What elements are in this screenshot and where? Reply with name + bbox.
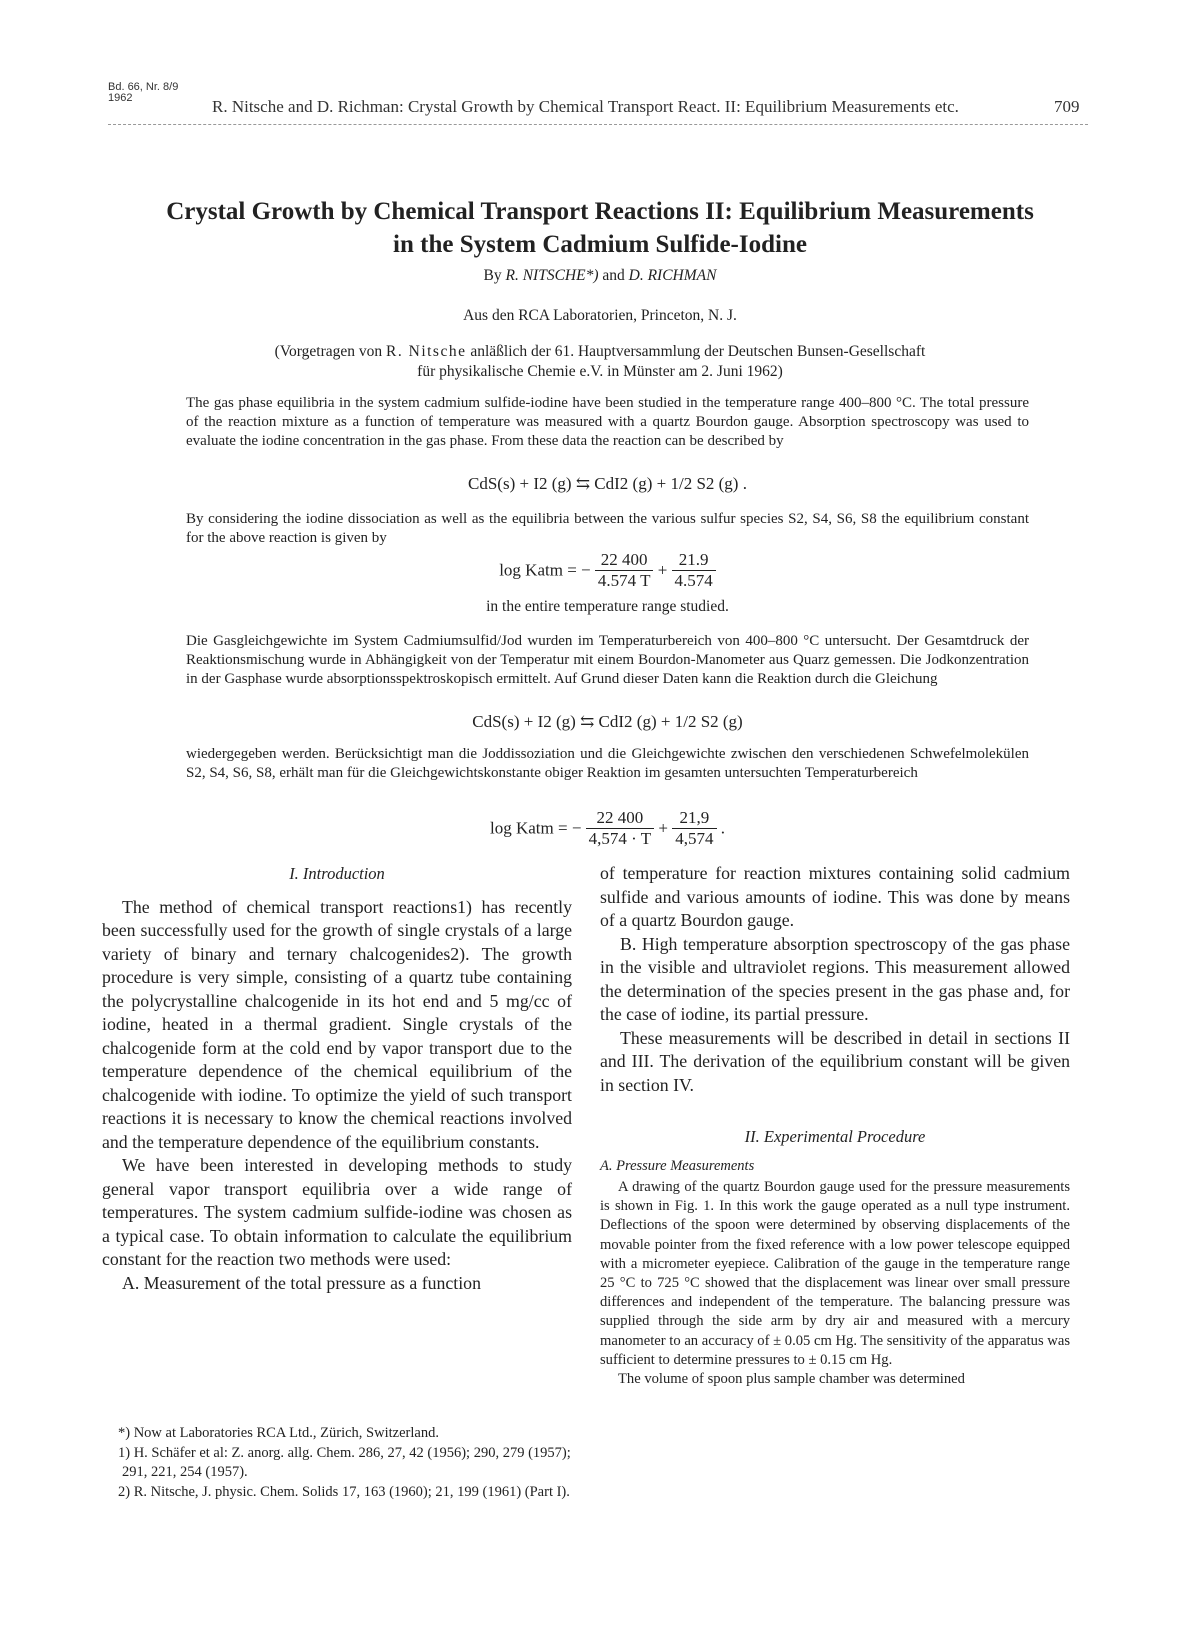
presentation-note [120,342,1080,382]
author-1: R. NITSCHE*) [505,267,599,284]
footnote-1: 1) H. Schäfer et al: Z. anorg. allg. Chem. 286, 27, 42 (1956); 290, 279 (1957); 291, 221, 254 (1957). [118,1444,571,1480]
abstract-en-para1: The gas phase equilibria in the system cadmium sulfide-iodine have been studied in the temperature range 400–800 °C. The total pressure of the reaction mixture as a function of temperature was measured with a quartz Bourdon gauge. Absorption spectroscopy was used to evaluate the iodine concentration in the gas phase. From these data the reaction can be described by [186,395,1029,450]
title-line-1: Crystal Growth by Chemical Transport Reactions II: Equilibrium Measurements [166,198,1034,225]
right-column [600,862,1070,1389]
eq-de-lhs: log Katm = − [489,818,582,838]
eq-en-lhs: log Katm = − [499,560,591,580]
eq-de-den-1: 4,574 · T [588,829,652,848]
byline [120,266,1080,286]
abstract-de-equation [186,808,1029,849]
byline-by: By [483,267,502,284]
pressure-section [600,1178,1070,1389]
presented-text-c: für physikalische Chemie e.V. in Münster am 2. Juni 1962) [417,363,783,380]
subheading-pressure: A. Pressure Measurements [600,1157,755,1174]
footnotes [102,1424,572,1502]
eq-en-fraction-1 [595,550,654,591]
abstract-en-reaction: CdS(s) + I2 (g) ⇆ CdI2 (g) + 1/2 S2 (g) . [468,474,747,493]
title-line-2: in the System Cadmium Sulfide-Iodine [393,231,807,258]
header-rule [108,124,1088,125]
abstract-en-para3: in the entire temperature range studied. [486,598,729,615]
abstract-de-reaction: CdS(s) + I2 (g) ⇆ CdI2 (g) + 1/2 S2 (g) [472,712,743,731]
year-label: 1962 [108,92,133,104]
eq-de-num-1: 22 400 [586,808,655,829]
eq-de-end: . [720,818,725,838]
eq-de-num-2: 21,9 [672,808,716,829]
pressure-paragraph-2: The volume of spoon plus sample chamber was determined [618,1371,965,1388]
presented-text-a: (Vorgetragen von [274,343,383,360]
eq-de-plus: + [658,818,668,838]
eq-en-plus: + [657,560,668,580]
eq-de-fraction-2 [672,808,716,849]
presented-text-b: anläßlich der 61. Hauptversammlung der Deutschen Bunsen-Gesellschaft [470,343,926,360]
eq-en-num-1: 22 400 [595,550,654,571]
article-title [70,195,1130,261]
abstract-en-para2: By considering the iodine dissociation as well as the equilibria between the various sulfur species S2, S4, S6, S8 the equilibrium constant for the above reaction is given by [186,511,1029,547]
right-paragraph-3: These measurements will be described in detail in sections II and III. The derivation of the equilibrium constant will be given in section IV. [600,1027,1070,1095]
abstract-de-para1: Die Gasgleichgewichte im System Cadmiumsulfid/Jod wurden im Temperaturbereich von 400–800 °C untersucht. Der Gesamtdruck der Reaktionsmischung wurde in Abhängigkeit von der Temperatur mit einem Bourdon-Manometer aus Quarz gemessen. Die Jodkonzentration in der Gasphase wurde absorptionsspektroskopisch ermittelt. Auf Grund dieser Daten kann die Reaktion durch die Gleichung [186,633,1029,688]
footnote-2: 2) R. Nitsche, J. physic. Chem. Solids 17, 163 (1960); 21, 199 (1961) (Part I). [118,1483,570,1500]
pressure-paragraph-1: A drawing of the quartz Bourdon gauge used for the pressure measurements is shown in Fig. 1. In this work the gauge operated as a null type instrument. Deflections of the spoon were determined by observing displacements of the movable pointer from the fixed reference with a low power telescope equipped with a micrometer eyepiece. Calibration of the gauge in the temperature range 25 °C to 725 °C showed that the displacement was linear over small pressure differences and independent of the temperature. The balancing pressure was supplied through the side arm by dry air and measured with a mercury manometer to an accuracy of ± 0.05 cm Hg. The sensitivity of the apparatus was sufficient to determine pressures to ± 0.15 cm Hg. [600,1179,1070,1368]
eq-en-den-2: 4.574 [674,571,713,590]
journal-volume [108,82,178,104]
author-2: D. RICHMAN [628,267,717,284]
abstract-de-para2: wiedergegeben werden. Berücksichtigt man die Joddissoziation und die Gleichgewichte zwischen den verschiedenen Schwefelmolekülen S2, S4, S6, S8, erhält man für die Gleichgewichtskonstante obiger Reaktion im gesamten untersuchten Temperaturbereich [186,746,1029,782]
abstract-en-equation [186,550,1029,591]
eq-en-num-2: 21.9 [672,550,716,571]
eq-de-fraction-1 [586,808,655,849]
intro-paragraph-3: A. Measurement of the total pressure as a function [122,1272,481,1293]
section-heading-introduction: I. Introduction [289,864,385,883]
byline-and: and [602,267,625,284]
footnote-star: *) Now at Laboratories RCA Ltd., Zürich, Switzerland. [118,1425,439,1441]
eq-de-den-2: 4,574 [675,829,714,848]
eq-en-fraction-2 [672,550,716,591]
intro-paragraph-2: We have been interested in developing methods to study general vapor transport equilibria over a wide range of temperatures. The system cadmium sulfide-iodine was chosen as a typical case. To obtain information to calculate the equilibrium constant for the reaction two methods were used: [102,1155,572,1269]
right-paragraph-2: B. High temperature absorption spectroscopy of the gas phase in the visible and ultraviolet regions. This measurement allowed the determination of the species present in the gas phase and, for the case of iodine, its partial pressure. [600,933,1070,1024]
intro-paragraph-1: The method of chemical transport reactions1) has recently been successfully used for the growth of single crystals of a large variety of binary and ternary chalcogenides2). The growth procedure is very simple, consisting of a quartz tube containing the polycrystalline chalcogenide in its hot end and 5 mg/cc of iodine, heated in a thermal gradient. Single crystals of the chalcogenide form at the cold end by vapor transport due to the temperature dependence of the chemical equilibrium of the chalcogenide with iodine. To optimize the yield of such transport reactions it is necessary to know the chemical reactions involved and the temperature dependence of the equilibrium constants. [102,896,572,1152]
right-paragraph-1: of temperature for reaction mixtures containing solid cadmium sulfide and various amounts of iodine. This was done by means of a quartz Bourdon gauge. [600,863,1070,930]
volume-label: Bd. 66, Nr. 8/9 [108,81,179,93]
left-column [102,862,572,1295]
section-heading-experimental: II. Experimental Procedure [744,1127,926,1146]
running-title: R. Nitsche and D. Richman: Crystal Growth by Chemical Transport React. II: Equilibrium Measurements etc. [212,97,959,116]
presenter-name: R. Nitsche [386,343,467,360]
affiliation: Aus den RCA Laboratorien, Princeton, N. J. [463,307,737,324]
eq-en-den-1: 4.574 T [597,571,651,590]
page-number: 709 [1054,97,1080,116]
